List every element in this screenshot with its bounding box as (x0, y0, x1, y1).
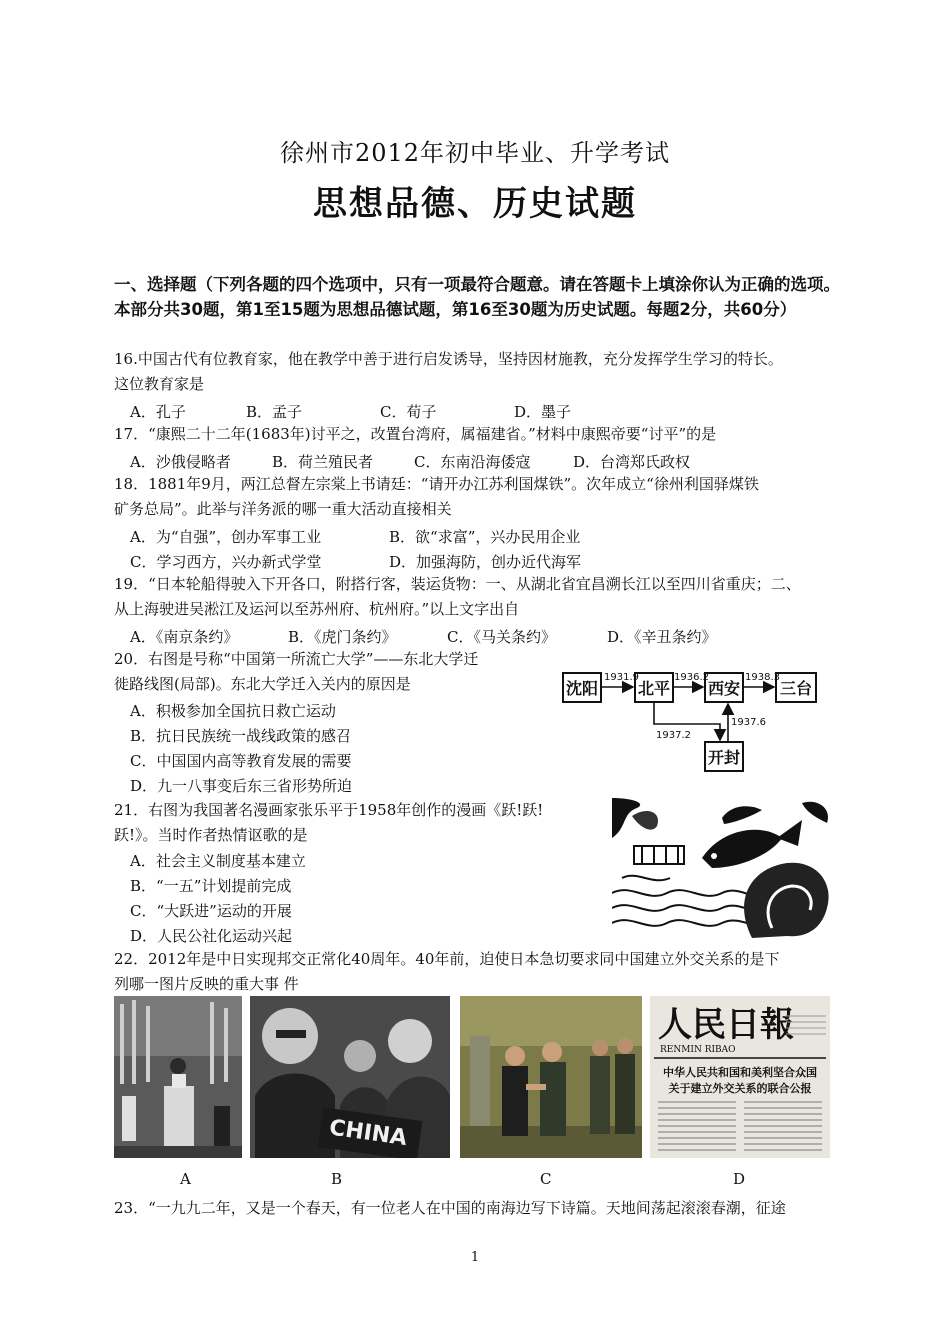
q19-line1: 19．“日本轮船得驶入下开各口，附搭行客，装运货物：一、从湖北省宜昌溯长江以至四川省重庆；二、 (114, 575, 801, 593)
q23-line1: 23．“一九九二年，又是一个春天，有一位老人在中国的南海边写下诗篇。天地间荡起滚滚春潮，征途 (114, 1199, 786, 1217)
q21-line1: 21．右图为我国著名漫画家张乐平于1958年创作的漫画《跃!跃! (114, 801, 544, 819)
q21-option-d: D．人民公社化运动兴起 (130, 927, 293, 945)
photo-b-china-delegation (250, 996, 450, 1158)
q16-line1: 16.中国古代有位教育家，他在教学中善于进行启发诱导，坚持因材施教，充分发挥学生学习的特长。 (114, 350, 783, 368)
q18-option-b: B．欲“求富”，兴办民用企业 (389, 528, 581, 546)
q17-line1: 17．“康熙二十二年(1683年)讨平之，改置台湾府，属福建省。”材料中康熙帝要“讨平”的是 (114, 425, 717, 443)
q18-option-d: D．加强海防，创办近代海军 (389, 553, 582, 571)
exam-subtitle: 思想品德、历史试题 (313, 184, 637, 224)
q18-line1: 18．1881年9月，两江总督左宗棠上书请廷：“请开办江苏利国煤铁”。次年成立“徐州利国驿煤铁 (114, 475, 759, 493)
q19-option-a: A．《南京条约》 (130, 628, 239, 646)
caption-a: A (180, 1170, 191, 1188)
china-sign-text: CHINA (327, 1115, 409, 1152)
q19-option-c: C．《马关条约》 (447, 628, 556, 646)
date-label-1: 1931.9 (604, 672, 639, 683)
q20-line1: 20．右图是号称“中国第一所流亡大学”——东北大学迁 (114, 650, 479, 668)
date-label-2: 1936.2 (674, 672, 709, 683)
page-number: 1 (470, 1250, 480, 1265)
migration-route-diagram (562, 664, 818, 780)
date-label-4: 1937.2 (656, 730, 691, 741)
q22-line2: 列哪一图片反映的重大事 件 (114, 975, 299, 993)
caption-b: B (331, 1170, 343, 1188)
q21-option-a: A．社会主义制度基本建立 (130, 852, 306, 870)
q18-option-a: A．为“自强”，创办军事工业 (130, 528, 322, 546)
node-beiping: 北平 (637, 679, 671, 698)
node-xian: 西安 (707, 679, 741, 698)
q16-option-c: C．荀子 (380, 403, 437, 421)
cartoon-leap-image (612, 798, 834, 940)
q22-line1: 22．2012年是中日实现邦交正常化40周年。40年前，迫使日本急切要求同中国建立外交关系的是下 (114, 950, 780, 968)
node-kaifeng: 开封 (707, 748, 741, 767)
q17-option-d: D．台湾郑氏政权 (573, 453, 691, 471)
node-santai: 三台 (779, 679, 813, 698)
q21-option-b: B．“一五”计划提前完成 (130, 877, 292, 895)
q16-option-d: D．墨子 (514, 403, 572, 421)
photo-d-renmin-ribao (650, 996, 830, 1158)
q20-option-a: A．积极参加全国抗日救亡运动 (130, 702, 336, 720)
caption-d: D (733, 1170, 746, 1188)
q18-line2: 矿务总局”。此举与洋务派的哪一重大活动直接相关 (114, 500, 452, 518)
q16-option-b: B．孟子 (246, 403, 303, 421)
q20-line2: 徙路线图(局部)。东北大学迁入关内的原因是 (114, 675, 411, 693)
q19-option-b: B．《虎门条约》 (288, 628, 397, 646)
q16-line2: 这位教育家是 (114, 375, 205, 393)
headline-line1: 中华人民共和国和美利坚合众国 (663, 1066, 817, 1079)
date-label-5: 1937.6 (731, 717, 766, 728)
photo-a-un-assembly (114, 996, 242, 1158)
q17-option-b: B．荷兰殖民者 (272, 453, 374, 471)
masthead-pinyin: RENMIN RIBAO (660, 1045, 736, 1055)
q20-option-d: D．九一八事变后东三省形势所迫 (130, 777, 353, 795)
q17-option-c: C．东南沿海倭寇 (414, 453, 531, 471)
date-label-3: 1938.3 (745, 672, 780, 683)
q21-line2: 跃!》。当时作者热情讴歌的是 (114, 826, 308, 844)
headline-line2: 关于建立外交关系的联合公报 (668, 1082, 812, 1095)
q19-line2: 从上海驶进吴淞江及运河以至苏州府、杭州府。”以上文字出自 (114, 600, 520, 618)
q20-option-c: C．中国国内高等教育发展的需要 (130, 752, 352, 770)
node-shenyang: 沈阳 (565, 679, 599, 698)
caption-c: C (540, 1170, 552, 1188)
exam-title: 徐州市2012年初中毕业、升学考试 (279, 139, 671, 167)
photo-c-nixon-visit (460, 996, 642, 1158)
q16-option-a: A．孔子 (130, 403, 186, 421)
masthead-text: 人民日報 (658, 1005, 794, 1045)
q20-option-b: B．抗日民族统一战线政策的感召 (130, 727, 352, 745)
q21-option-c: C．“大跃进”运动的开展 (130, 902, 292, 920)
q18-option-c: C．学习西方，兴办新式学堂 (130, 553, 322, 571)
q19-option-d: D．《辛丑条约》 (607, 628, 717, 646)
q17-option-a: A．沙俄侵略者 (130, 453, 231, 471)
section-heading: 一、选择题（下列各题的四个选项中，只有一项最符合题意。请在答题卡上填涂你认为正确的选项。本部分共30题，第1至15题为思想品德试题，第16至30题为历史试题。每题2分，共60分） (114, 275, 840, 319)
